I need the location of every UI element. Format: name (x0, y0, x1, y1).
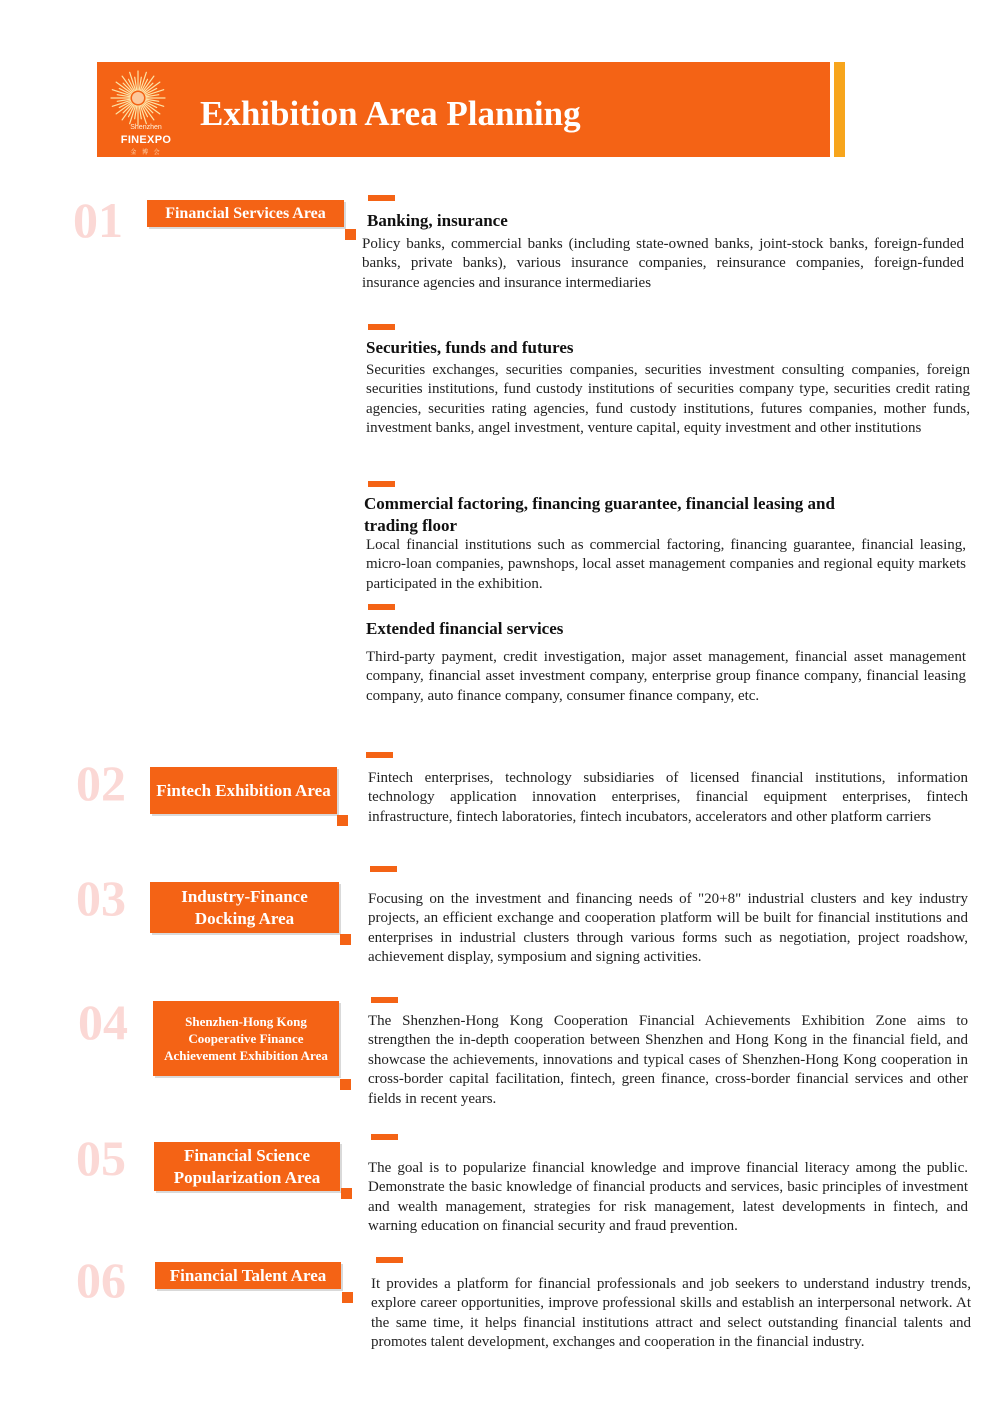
item-dash (368, 604, 395, 610)
logo-subtitle: 金 博 会 (130, 150, 162, 156)
section-number: 03 (76, 870, 126, 926)
corner-marker (337, 815, 348, 826)
item-text: Third-party payment, credit investigation, major asset management, financial asset management company, financial asset investment company, enterprise group finance company, financial leasing company, auto finance company, consumer finance company, etc. (366, 649, 966, 704)
item-dash (370, 866, 397, 872)
corner-marker (340, 934, 351, 945)
section-number: 06 (76, 1252, 126, 1308)
section-number: 04 (78, 994, 128, 1050)
page-title: Exhibition Area Planning (200, 94, 581, 133)
section-label-financial-services: Financial Services Area (147, 200, 344, 227)
section-text: Focusing on the investment and financing needs of "20+8" industrial clusters and key industry projects, an efficient exchange and cooperation platform will be built for financial institutions and enterprises in industrial clusters through various forms such as negotiation, project roadshow, achievement display, symposium and signing activities. (368, 891, 968, 966)
corner-marker (341, 1188, 352, 1199)
item-text: Securities exchanges, securities companies, securities investment consulting companies, foreign securities institutions, fund custody institutions of securities company type, securities credit rating agencies, securities rating agencies, fund custody institutions, futures companies, mother funds, investment banks, angel investment, venture capital, equity investment and other institutions (366, 362, 970, 437)
logo-wordmark: FINEXPO (120, 134, 172, 146)
item-dash (371, 997, 398, 1003)
logo-city: Shenzhen (130, 124, 162, 131)
section-label-industry-finance: Industry-Finance Docking Area (150, 882, 339, 933)
item-dash (368, 195, 395, 201)
sunburst-icon (105, 68, 171, 128)
section-label-shenzhen-hong-kong: Shenzhen-Hong Kong Cooperative Finance Achievement Exhibition Area (153, 1001, 339, 1076)
section-label-talent: Financial Talent Area (155, 1262, 341, 1289)
header-banner (97, 62, 830, 157)
item-heading: Commercial factoring, financing guarantee, financial leasing and trading floor (364, 494, 835, 535)
section-label-science-popularization: Financial Science Popularization Area (154, 1142, 340, 1191)
item-dash (366, 752, 393, 758)
item-heading: Extended financial services (366, 619, 564, 638)
section-label-fintech: Fintech Exhibition Area (150, 767, 337, 814)
banner-accent-stripe (834, 62, 845, 157)
section-number: 01 (73, 192, 123, 248)
item-dash (368, 324, 395, 330)
section-number: 05 (76, 1130, 126, 1186)
section-text: It provides a platform for financial professionals and job seekers to understand industry trends, explore career opportunities, improve professional skills and establish an interpersonal network. At the same time, it helps financial institutions attract and select outstanding financial talents and promotes talent development, exchanges and cooperation in the financial industry. (371, 1276, 971, 1351)
item-heading: Securities, funds and futures (366, 338, 574, 357)
corner-marker (342, 1292, 353, 1303)
item-heading: Banking, insurance (367, 211, 508, 230)
corner-marker (340, 1079, 351, 1090)
section-number: 02 (76, 755, 126, 811)
item-text: Policy banks, commercial banks (including state-owned banks, joint-stock banks, foreign-funded banks, private banks), various insurance companies, reinsurance companies, foreign-funded insurance agencies and insurance intermediaries (362, 236, 964, 291)
section-text: The goal is to popularize financial knowledge and improve financial literacy among the public. Demonstrate the basic knowledge of financial products and services, basic principles of investment and wealth management, strategies for risk management, latest developments in fintech, and warning education on financial security and fraud prevention. (368, 1160, 968, 1235)
item-dash (371, 1134, 398, 1140)
item-dash (376, 1257, 403, 1263)
corner-marker (345, 229, 356, 240)
section-text: Fintech enterprises, technology subsidiaries of licensed financial institutions, information technology application innovation enterprises, financial equipment enterprises, fintech infrastructure, fintech laboratories, fintech incubators, accelerators and other platform carriers (368, 770, 968, 825)
section-text: The Shenzhen-Hong Kong Cooperation Financial Achievements Exhibition Zone aims to strengthen the in-depth cooperation between Shenzhen and Hong Kong in the financial field, and showcase the achievements, innovations and typical cases of Shenzhen-Hong Kong cooperation in cross-border capital facilitation, fintech, green finance, cross-border financial services and other fields in recent years. (368, 1013, 968, 1107)
finexpo-logo (105, 68, 172, 156)
item-dash (368, 481, 395, 487)
item-text: Local financial institutions such as commercial factoring, financing guarantee, financial leasing, micro-loan companies, pawnshops, local asset management companies and regional equity markets participated in the exhibition. (366, 537, 966, 592)
